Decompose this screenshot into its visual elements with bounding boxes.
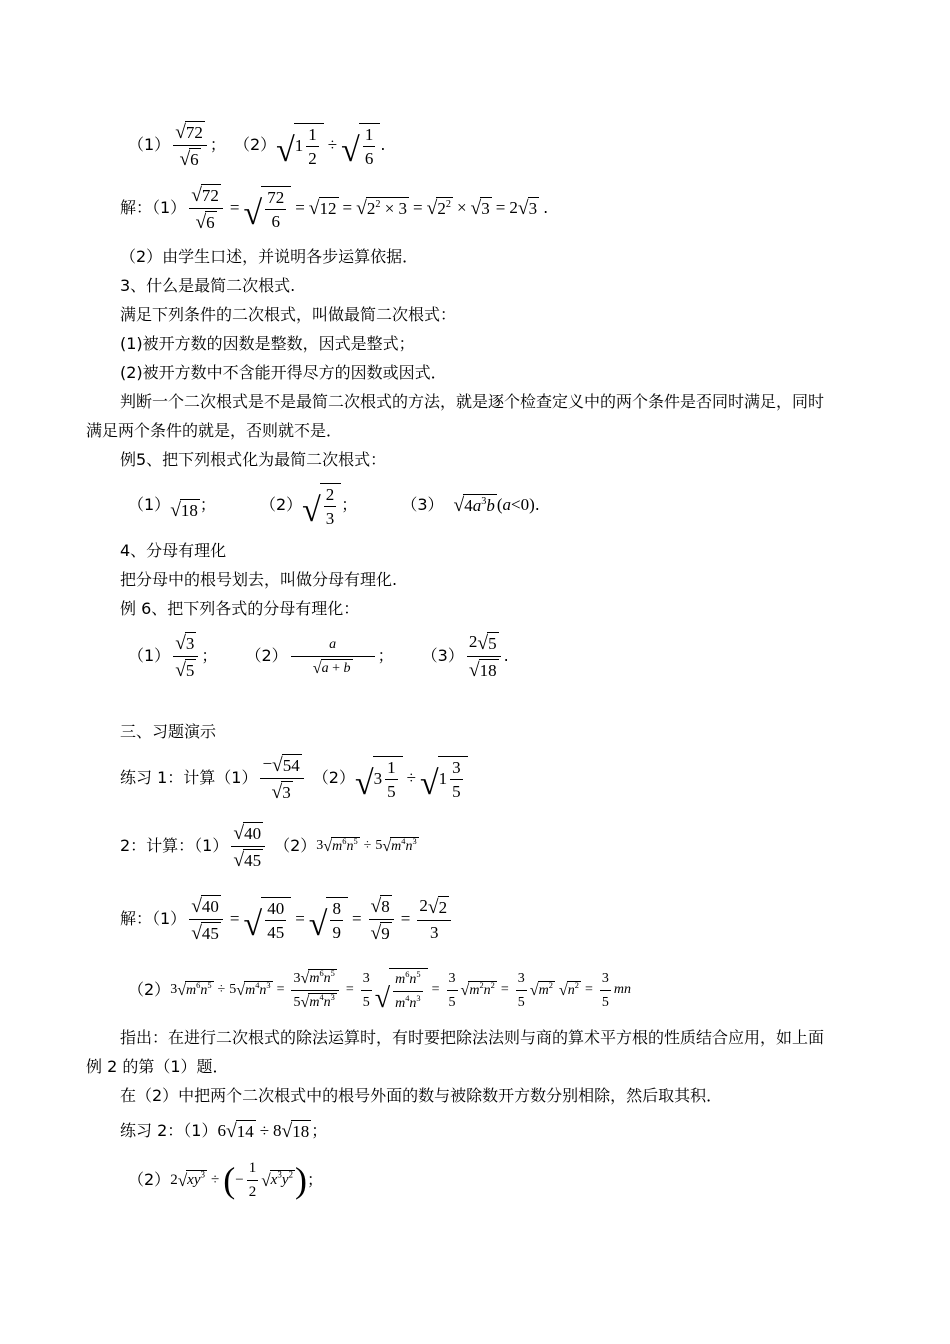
period: . <box>503 646 509 665</box>
practice-1b-line <box>120 820 419 872</box>
definition-intro: 满足下列条件的二次根式，叫做最简二次根式： <box>120 305 457 324</box>
fraction: √ 40 √ 45 <box>231 822 265 871</box>
method-line-1: 判断一个二次根式是不是最简二次根式的方法，就是逐个检查定义中的两个条件是否同时满足，同时 <box>120 392 825 411</box>
ex4-line <box>128 120 385 170</box>
expression: √ 3 $\frac{1}{5}$ ÷ √ 1 $\frac{3}{5}$ <box>355 756 468 801</box>
item-label: （3） <box>421 646 464 665</box>
section-3-heading: 三、习题演示 <box>120 722 217 741</box>
note-line-3: 在（2）中把两个二次根式中的根号外面的数与被除数开方数分别相除，然后取其积． <box>120 1086 723 1105</box>
fraction: − √ 54 √ 3 <box>260 754 303 803</box>
practice-label: 练习 1：计算（1） <box>120 768 258 787</box>
solution-label: （2） <box>128 980 171 999</box>
practice-2b-line <box>128 1154 323 1206</box>
expression: √ $4a^3b$ ( a <0) <box>453 494 535 517</box>
expression: 2 √ $xy^3$ ÷ ( − $\frac{1}{2}$ √ $x^3y^2$ ) <box>170 1159 307 1200</box>
rationalize-definition: 把分母中的根号划去，叫做分母有理化. <box>120 570 398 589</box>
separator: ； <box>377 646 394 665</box>
practice-1-line <box>120 752 468 804</box>
solution-label: 解：（1） <box>120 909 187 928</box>
solution-1-line <box>120 182 548 234</box>
solution-expression: √ 40 √ 45 = √ $\frac{40}{45}$ = √ $\frac{8}{9}$ = √ 8 √ 9 = 2 √ 2 3 <box>186 895 454 944</box>
condition-1: (1)被开方数的因数是整数，因式是整式； <box>120 334 415 353</box>
method-line-2: 满足两个条件的就是，否则就不是． <box>86 421 343 440</box>
heading-4: 4、分母有理化 <box>120 541 227 560</box>
period: . <box>534 495 540 514</box>
expression: √ 1 $\frac{1}{2}$ ÷ √ $\frac{1}{6}$ <box>276 123 380 168</box>
period: . <box>380 135 386 154</box>
item-label: （1） <box>128 646 171 665</box>
example-5-title: 例5、把下列根式化为最简二次根式： <box>120 450 387 469</box>
expression: √ 18 <box>170 500 198 522</box>
practice-label: 练习 2：（1） <box>120 1121 218 1140</box>
item-label: （2） <box>312 768 355 787</box>
item-label: （2） <box>245 646 288 665</box>
expression: 3 √ $m^6n^5$ ÷ 5 √ $m^4n^3$ <box>316 837 417 855</box>
separator: ； <box>307 1170 324 1189</box>
item-label: （1） <box>128 495 171 514</box>
fraction: a √ a + b <box>291 635 375 678</box>
expression: √ $\frac{2}{3}$ <box>302 483 341 528</box>
item-label: （2） <box>233 135 277 154</box>
solution-2b-line <box>128 962 631 1018</box>
fraction: 2 √ 5 √ 18 <box>467 632 501 681</box>
practice-label: 2：计算：（1） <box>120 836 229 855</box>
expression: 6 √ 14 ÷ 8 √ 18 <box>217 1120 310 1143</box>
item-label: （2） <box>259 495 303 514</box>
note-line-2: 例 2 的第（1）题． <box>86 1057 229 1076</box>
separator: ； <box>209 135 226 154</box>
solution-expression: 3 √ $m^6n^5$ ÷ 5 √ $m^4n^3$ = 3 √ $m^6n^5$ 5 √ $m^4n^3$ = $\frac{3}{5}$ √ $\frac{m^6n^5}{m^4n^3}$ = $\frac{3}{5}$ √ $m^2n^2$ = $\frac{3}{5}$ √ $m^2$ √ $n^2$ = $\frac{3}{5}$ mn <box>170 969 631 1014</box>
ex5-line <box>128 480 540 530</box>
example-6-title: 例 6、把下列各式的分母有理化： <box>120 599 360 618</box>
practice-2-line <box>120 1116 327 1146</box>
item-label: （1） <box>128 135 171 154</box>
separator: ； <box>311 1121 328 1140</box>
note-line-1: 指出：在进行二次根式的除法运算时，有时要把除法法则与商的算术平方根的性质结合应用，如上面 <box>120 1028 825 1047</box>
oral-line: （2）由学生口述，并说明各步运算依据． <box>120 247 419 266</box>
item-label: （2） <box>128 1170 171 1189</box>
separator: ； <box>199 495 216 514</box>
fraction: √ 72 √ 6 <box>173 121 207 170</box>
solution-expression: √ 72 √ 6 = √ $\frac{72}{6}$ = √ 12 = √ $2^2 \times 3$ = √ $2^2$ × √ 3 = 2 √ 3 <box>191 184 538 233</box>
heading-3: 3、什么是最简二次根式. <box>120 276 296 295</box>
solution-2-line <box>120 892 454 946</box>
condition-2: (2)被开方数中不含能开得尽方的因数或因式． <box>120 363 447 382</box>
solution-label: 解：（1） <box>120 198 187 217</box>
separator: ； <box>201 646 218 665</box>
separator: ； <box>341 495 358 514</box>
ex6-line <box>128 630 509 682</box>
fraction: √ 3 √ 5 <box>173 632 198 681</box>
period: . <box>543 198 549 217</box>
item-label: （2） <box>274 836 317 855</box>
item-label: （3） <box>401 495 444 514</box>
